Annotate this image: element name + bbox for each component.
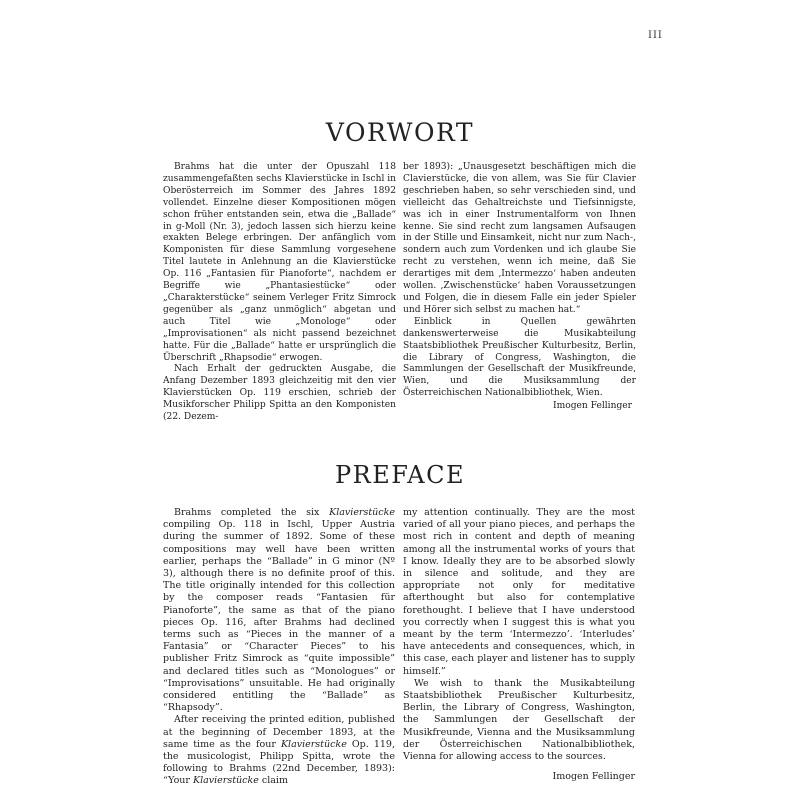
preface-right-column	[403, 507, 635, 783]
vorwort-paragraph: Nach Erhalt der gedruckten Ausgabe, die Anfang Dezember 1893 gleichzeitig mit den vier Klavierstücken Op. 119 erschien, schrieb der Musikforscher Philipp Spitta an den Komponisten (22. Dezem-	[163, 364, 396, 423]
preface-signature: Imogen Fellinger	[552, 771, 635, 783]
vorwort-left-column	[163, 162, 396, 424]
vorwort-paragraph: Brahms hat die unter der Opuszahl 118 zusammengefaßten sechs Klavierstücke in Ischl in Oberösterreich im Sommer des Jahres 1892 vollendet. Einzelne dieser Kompositionen mögen schon früher entstanden sein, etwa die „Ballade“ in g-Moll (Nr. 3), jedoch lassen sich hierzu keine exakten Belege erbringen. Der anfänglich vom Komponisten für diese Sammlung vorgesehene Titel lautete in Anlehnung an die Klavierstücke Op. 116 „Fantasien für Pianoforte“, nachdem er Begriffe wie „Phantasiestücke“ oder „Charakterstücke“ seinem Verleger Fritz Simrock gegenüber als „ganz unmöglich“ abgetan und auch Titel wie „Monologe“ oder „Improvisationen“ als nicht passend bezeichnet hatte. Für die „Ballade“ hatte er ursprünglich die Überschrift „Rhapsodie“ erwogen.	[163, 162, 397, 363]
preface-acknowledgement: We wish to thank the Musikabteilung Staatsbibliothek Preußischer Kulturbesitz, Berlin, the Library of Congress, Washington, the Sammlungen der Gesellschaft der Musikfreunde, Vienna and the Musiksammlung der Österreichischen Nationalbibliothek, Vienna for allowing access to the sources.	[403, 677, 635, 763]
page-number: III	[648, 30, 663, 41]
vorwort-continuation: ber 1893): „Unausgesetzt beschäftigen mich die Clavierstücke, die von allem, was Sie für Clavier geschrieben haben, so sehr verschieden sind, und vielleicht das Gehaltreichste und Tiefsinnigste, was ich in einer Instrumentalform von Ihnen kenne. Sie sind recht zum langsamen Aufsaugen in der Stille und Einsamkeit, nicht nur zum Nach-, sondern auch zum Vordenken und ich glaube Sie recht zu verstehen, wenn ich meine, daß Sie derartiges mit dem ‚Intermezzo‘ haben andeuten wollen. ‚Zwischenstücke‘ haben Voraussetzungen und Folgen, die in diesem Falle ein jeder Spieler und Hörer sich selbst zu machen hat.“	[403, 162, 636, 315]
vorwort-acknowledgement: Einblick in Quellen gewährten dankenswerterweise die Musikabteilung Staatsbibliothek Preußischer Kulturbesitz, Berlin, die Library of Congress, Washington, die Sammlungen der Gesellschaft der Musikfreunde, Wien, und die Musiksammlung der Österreichischen Nationalbibliothek, Wien.	[403, 316, 636, 399]
vorwort-title: VORWORT	[325, 118, 475, 147]
preface-paragraph: After receiving the printed edition, published at the beginning of December 1893, at the same time as the four Klavierstücke Op. 119, the musicologist, Philipp Spitta, wrote the following to Brahms (22nd December, 1893): “Your Klavierstücke claim	[163, 714, 395, 787]
vorwort-signature: Imogen Fellinger	[553, 401, 632, 412]
preface-left-column	[163, 507, 395, 788]
vorwort-right-column	[403, 162, 636, 413]
preface-continuation: my attention continually. They are the most varied of all your piano pieces, and perhaps the most rich in content and depth of meaning among all the instrumental works of yours that I know. Ideally they are to be absorbed slowly in silence and solitude, and they are appropriate not only for meditative afterthought but also for contemplative forethought. I believe that I have understood you correctly when I suggest this is what you meant by the term ‘Intermezzo’. ‘Interludes’ have antecedents and consequences, which, in this case, each player and listener has to supply himself.”	[403, 507, 635, 677]
preface-paragraph: Brahms completed the six Klavierstücke compiling Op. 118 in Ischl, Upper Austria during the summer of 1892. Some of these compositions may well have been written earlier, perhaps the “Ballade” in G minor (Nº 3), although there is no definite proof of this. The title originally intended for this collection by the composer reads “Fantasien für Pianoforte”, the same as that of the piano pieces Op. 116, after Brahms had declined terms such as “Pieces in the manner of a Fantasia” or “Character Pieces” to his publisher Fritz Simrock as “quite impossible” and declared titles such as “Monologues” or “Improvisations” unsuitable. He had originally considered entitling the “Ballade” as “Rhapsody”.	[163, 507, 395, 714]
preface-title: PREFACE	[334, 461, 466, 489]
